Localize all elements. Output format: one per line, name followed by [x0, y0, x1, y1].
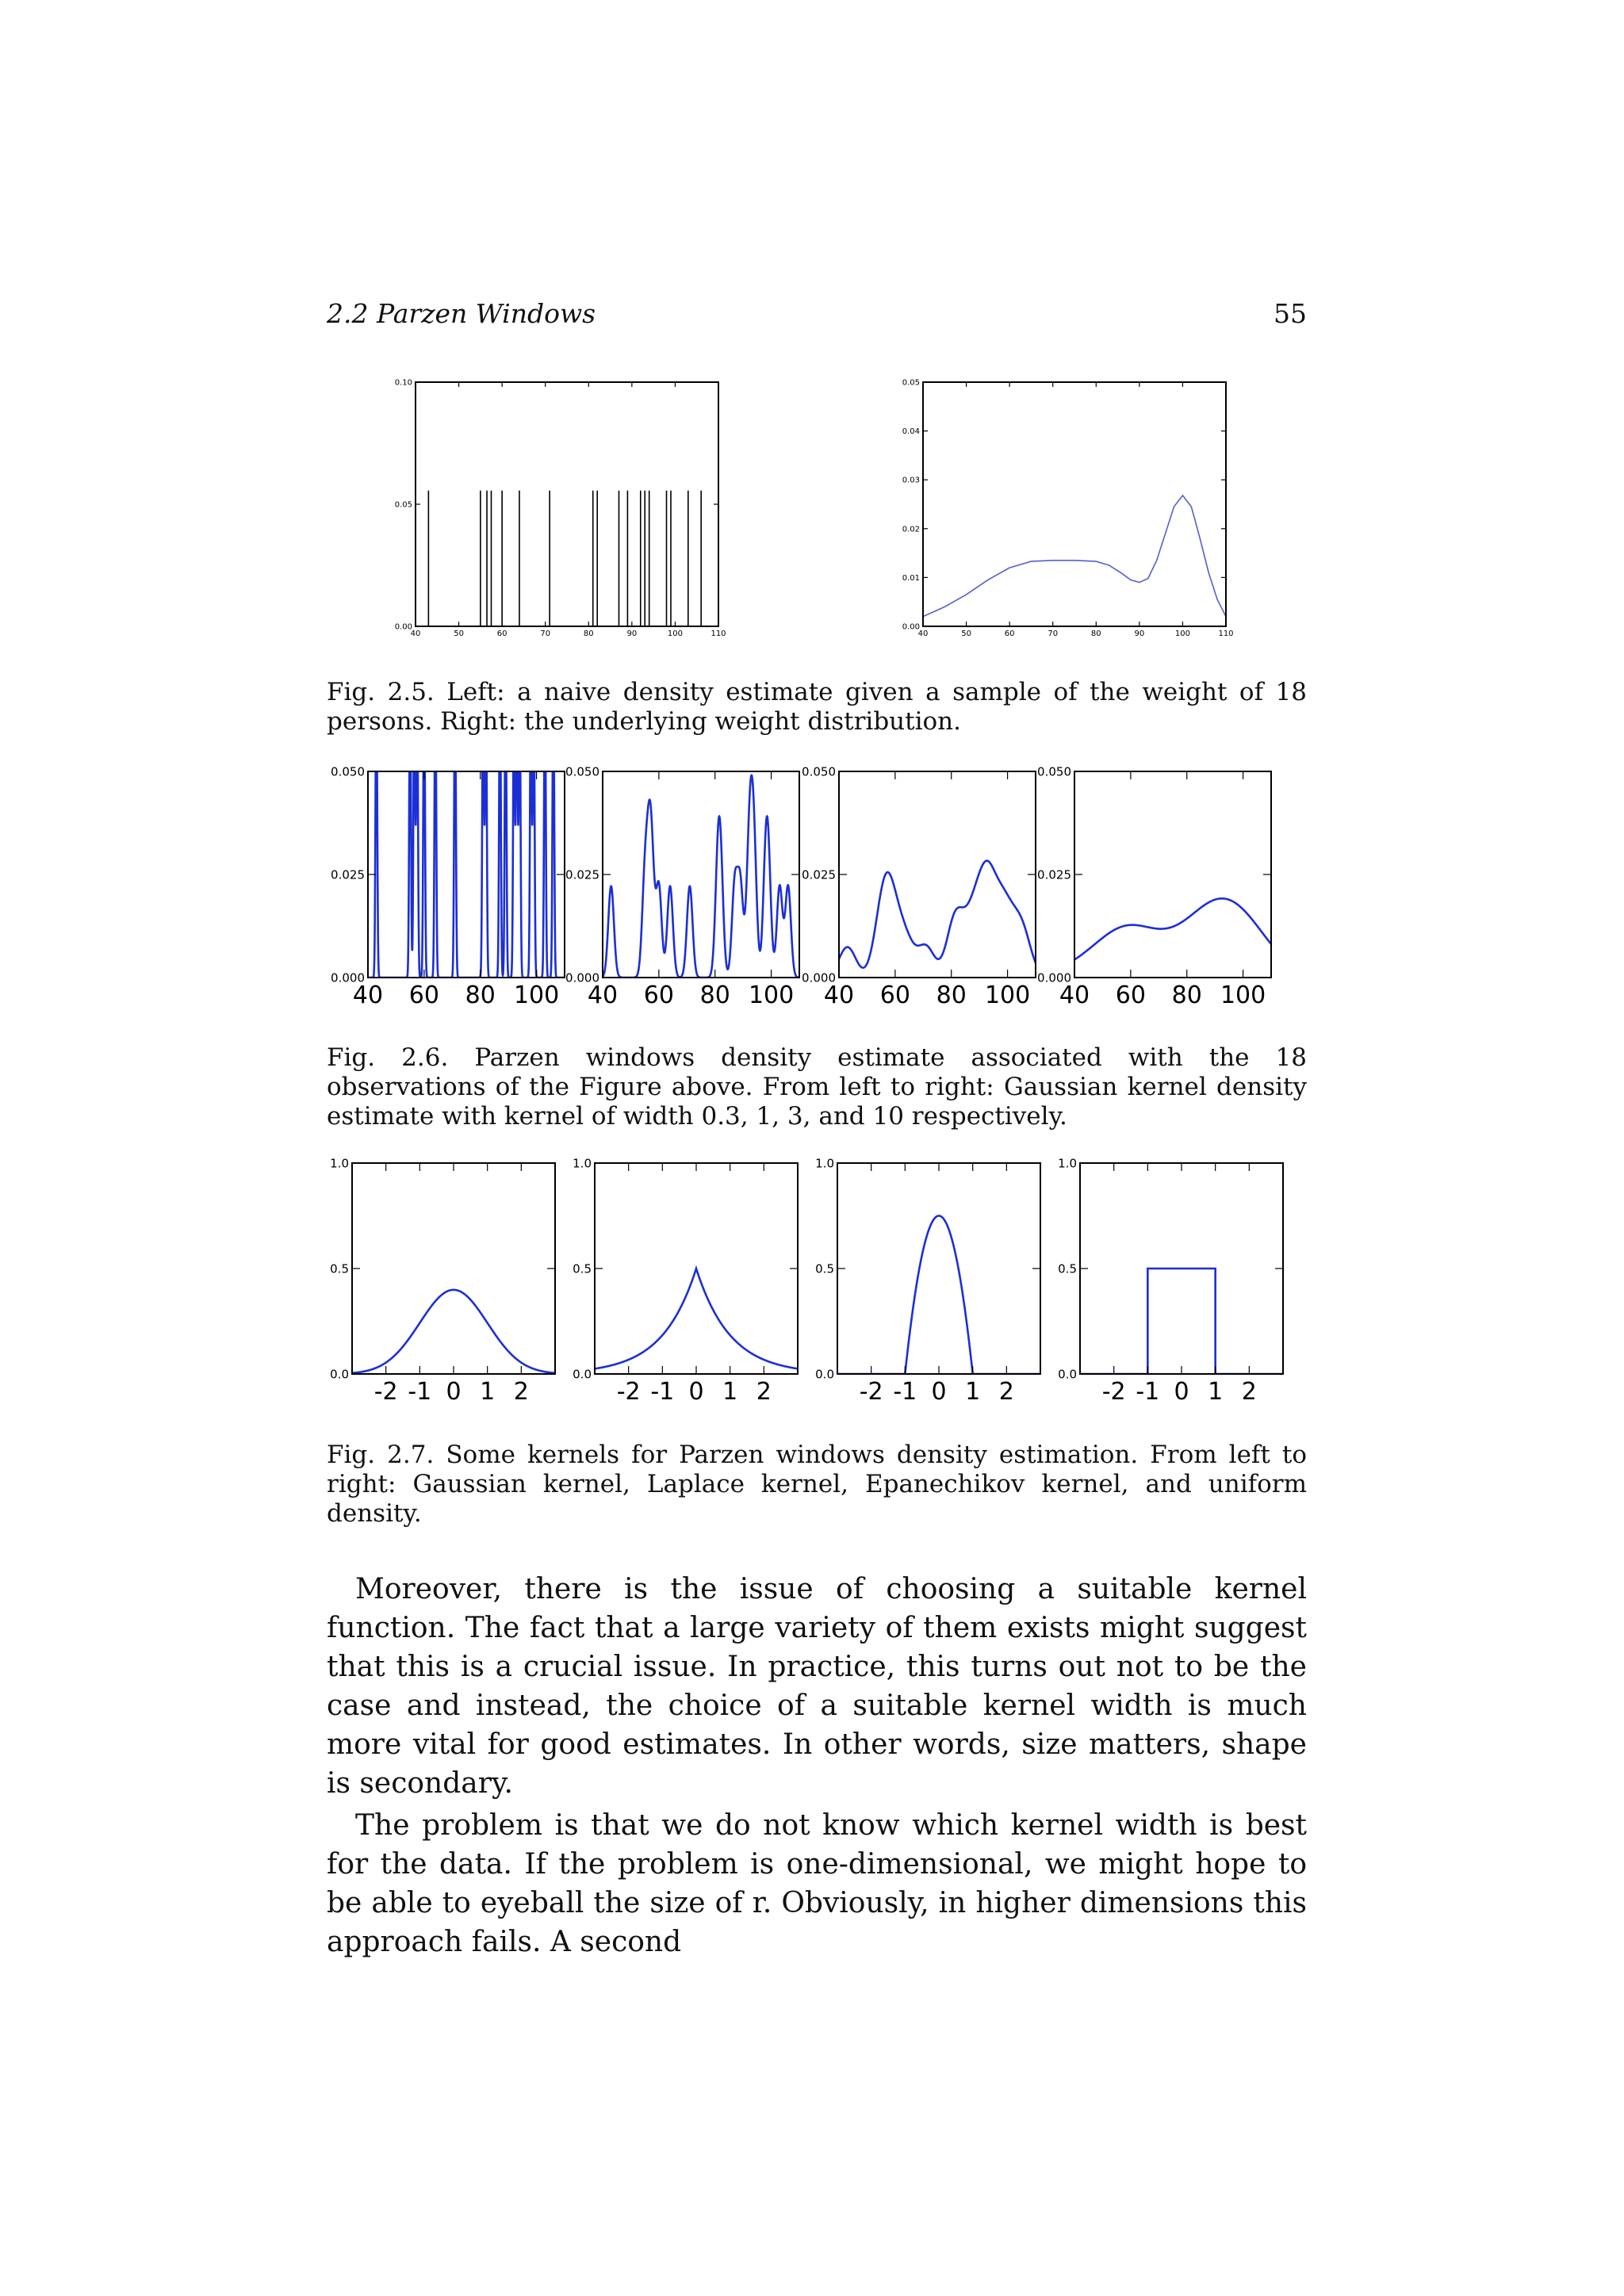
x-tick-label: -2	[616, 1378, 641, 1406]
y-tick-label: 0.0	[573, 1367, 592, 1382]
x-tick-label: -2	[1101, 1378, 1126, 1406]
x-tick-label: -2	[859, 1378, 883, 1406]
series-line	[923, 496, 1226, 617]
y-tick-label: 0.050	[565, 764, 599, 779]
x-tick-label: 0	[688, 1378, 704, 1406]
x-tick-label: 60	[1004, 629, 1015, 638]
x-tick-label: 2	[756, 1378, 772, 1406]
chart-fig27-laplace	[573, 1156, 798, 1406]
x-tick-label: 60	[496, 629, 508, 638]
x-tick-label: 1	[965, 1378, 981, 1406]
chart-fig26-d	[1037, 764, 1271, 1009]
y-tick-label: 0.000	[565, 970, 599, 985]
x-tick-label: 40	[352, 982, 384, 1009]
y-tick-label: 0.025	[1037, 867, 1071, 882]
y-tick-label: 0.5	[330, 1261, 349, 1276]
x-tick-label: 40	[823, 982, 855, 1009]
x-tick-label: 110	[710, 629, 726, 638]
x-tick-label: 1	[1208, 1378, 1224, 1406]
y-tick-label: 1.0	[573, 1156, 592, 1171]
y-tick-label: 0.05	[394, 500, 412, 510]
x-tick-label: 1	[722, 1378, 738, 1406]
plot-frame	[416, 382, 718, 626]
x-tick-label: 60	[879, 982, 910, 1009]
y-tick-label: 0.03	[902, 476, 920, 485]
x-tick-label: 80	[465, 982, 496, 1009]
series-line	[603, 775, 799, 978]
y-tick-label: 0.025	[802, 867, 836, 882]
page-number: 55	[1274, 298, 1307, 329]
x-tick-label: -2	[373, 1378, 398, 1406]
y-tick-label: 0.050	[802, 764, 836, 779]
x-tick-label: 100	[984, 982, 1031, 1009]
y-tick-label: 0.5	[1058, 1261, 1077, 1276]
chart-fig26-c	[802, 764, 1036, 1009]
x-tick-label: 40	[587, 982, 619, 1009]
x-tick-label: 50	[454, 629, 464, 638]
x-tick-label: 80	[699, 982, 730, 1009]
x-tick-label: 60	[643, 982, 674, 1009]
x-tick-label: 100	[513, 982, 560, 1009]
y-tick-label: 0.01	[902, 573, 920, 583]
x-tick-label: 100	[748, 982, 795, 1009]
y-tick-label: 0.0	[330, 1367, 349, 1382]
y-tick-label: 1.0	[330, 1156, 349, 1171]
x-tick-label: 110	[1218, 629, 1234, 638]
series-line	[837, 1216, 1040, 1375]
paragraph: The problem is that we do not know which kernel width is best for the data. If the problem is one-dimensional, we might hope to be able to eyeball the size of r. Obviously, in higher dimensions this approach fails. A second	[327, 1809, 1307, 1958]
y-tick-label: 0.5	[815, 1261, 834, 1276]
x-tick-label: 100	[667, 629, 683, 638]
x-tick-label: -1	[408, 1378, 432, 1406]
y-tick-label: 0.000	[331, 970, 365, 985]
x-tick-label: 40	[917, 629, 929, 638]
y-tick-label: 0.0	[1058, 1367, 1077, 1382]
y-tick-label: 0.025	[565, 867, 599, 882]
y-tick-label: 0.05	[902, 378, 920, 388]
x-tick-label: 70	[540, 629, 551, 638]
plot-frame	[1074, 771, 1271, 978]
chart-fig27-gaussian	[330, 1156, 555, 1406]
x-tick-label: 80	[1090, 629, 1101, 638]
y-tick-label: 0.025	[331, 867, 365, 882]
y-tick-label: 0.00	[394, 622, 412, 632]
section-title: 2.2 Parzen Windows	[327, 298, 596, 329]
y-tick-label: 0.000	[802, 970, 836, 985]
x-tick-label: 70	[1048, 629, 1059, 638]
plot-frame	[923, 382, 1226, 626]
figure-2-6-caption: Fig. 2.6. Parzen windows density estimate associated with the 18 observations of the Figure above. From left to right: Gaussian kernel density estimate with kernel of width 0.3, 1, 3, and 10 respectively.	[327, 1043, 1307, 1131]
series-line	[595, 1269, 798, 1368]
chart-fig25-right	[902, 379, 1234, 639]
x-tick-label: 0	[931, 1378, 947, 1406]
x-tick-label: 2	[998, 1378, 1014, 1406]
y-tick-label: 0.04	[902, 427, 920, 437]
plot-frame	[837, 1163, 1040, 1374]
figure-2-7-caption: Fig. 2.7. Some kernels for Parzen windows density estimation. From left to right: Gaussian kernel, Laplace kernel, Epanechikov kernel, and uniform density.	[327, 1441, 1307, 1528]
x-tick-label: 2	[1241, 1378, 1257, 1406]
chart-fig25-left	[395, 379, 726, 639]
x-tick-label: 100	[1174, 629, 1190, 638]
y-tick-label: 0.00	[902, 622, 920, 632]
y-tick-label: 0.050	[1037, 764, 1071, 779]
y-tick-label: 1.0	[1058, 1156, 1077, 1171]
y-tick-label: 0.10	[394, 378, 412, 388]
x-tick-label: 60	[1115, 982, 1146, 1009]
x-tick-label: 50	[961, 629, 971, 638]
x-tick-label: 40	[1059, 982, 1090, 1009]
y-tick-label: 0.02	[902, 525, 920, 534]
series-line	[1074, 898, 1271, 959]
x-tick-label: 100	[1220, 982, 1266, 1009]
series-line	[839, 861, 1036, 968]
y-tick-label: 0.5	[573, 1261, 592, 1276]
chart-fig26-b	[565, 764, 799, 1009]
figure-2-7	[0, 1154, 1624, 1415]
x-tick-label: 60	[408, 982, 439, 1009]
y-tick-label: 0.050	[331, 764, 365, 779]
x-tick-label: 0	[1174, 1378, 1189, 1406]
x-tick-label: 80	[583, 629, 594, 638]
figure-2-5	[0, 373, 1624, 642]
running-header	[327, 298, 1307, 338]
x-tick-label: 40	[410, 629, 421, 638]
paragraph: Moreover, there is the issue of choosing a suitable kernel function. The fact that a large variety of them exists might suggest that this is a crucial issue. In practice, this turns out not to be the case and instead, the choice of a suitable kernel width is much more vital for good estimates. In other words, size matters, shape is secondary.	[327, 1573, 1307, 1800]
series-line	[1080, 1269, 1283, 1374]
x-tick-label: -1	[893, 1378, 917, 1406]
figure-2-6	[0, 761, 1624, 1015]
x-tick-label: 0	[446, 1378, 462, 1406]
figure-2-5-caption: Fig. 2.5. Left: a naive density estimate given a sample of the weight of 18 persons. Right: the underlying weight distribution.	[327, 678, 1307, 736]
chart-fig27-uniform	[1058, 1156, 1283, 1406]
x-tick-label: -1	[650, 1378, 675, 1406]
x-tick-label: 80	[1171, 982, 1202, 1009]
body-text	[327, 1570, 1307, 1961]
x-tick-label: 2	[513, 1378, 529, 1406]
y-tick-label: 0.0	[815, 1367, 834, 1382]
plot-frame	[352, 1163, 555, 1374]
x-tick-label: -1	[1136, 1378, 1160, 1406]
x-tick-label: 90	[1134, 629, 1145, 638]
y-tick-label: 1.0	[815, 1156, 834, 1171]
chart-fig27-epanechikov	[815, 1156, 1040, 1406]
x-tick-label: 80	[936, 982, 967, 1009]
series-line	[352, 1290, 555, 1373]
x-tick-label: 1	[480, 1378, 496, 1406]
x-tick-label: 90	[626, 629, 638, 638]
y-tick-label: 0.000	[1037, 970, 1071, 985]
plot-frame	[839, 771, 1036, 978]
